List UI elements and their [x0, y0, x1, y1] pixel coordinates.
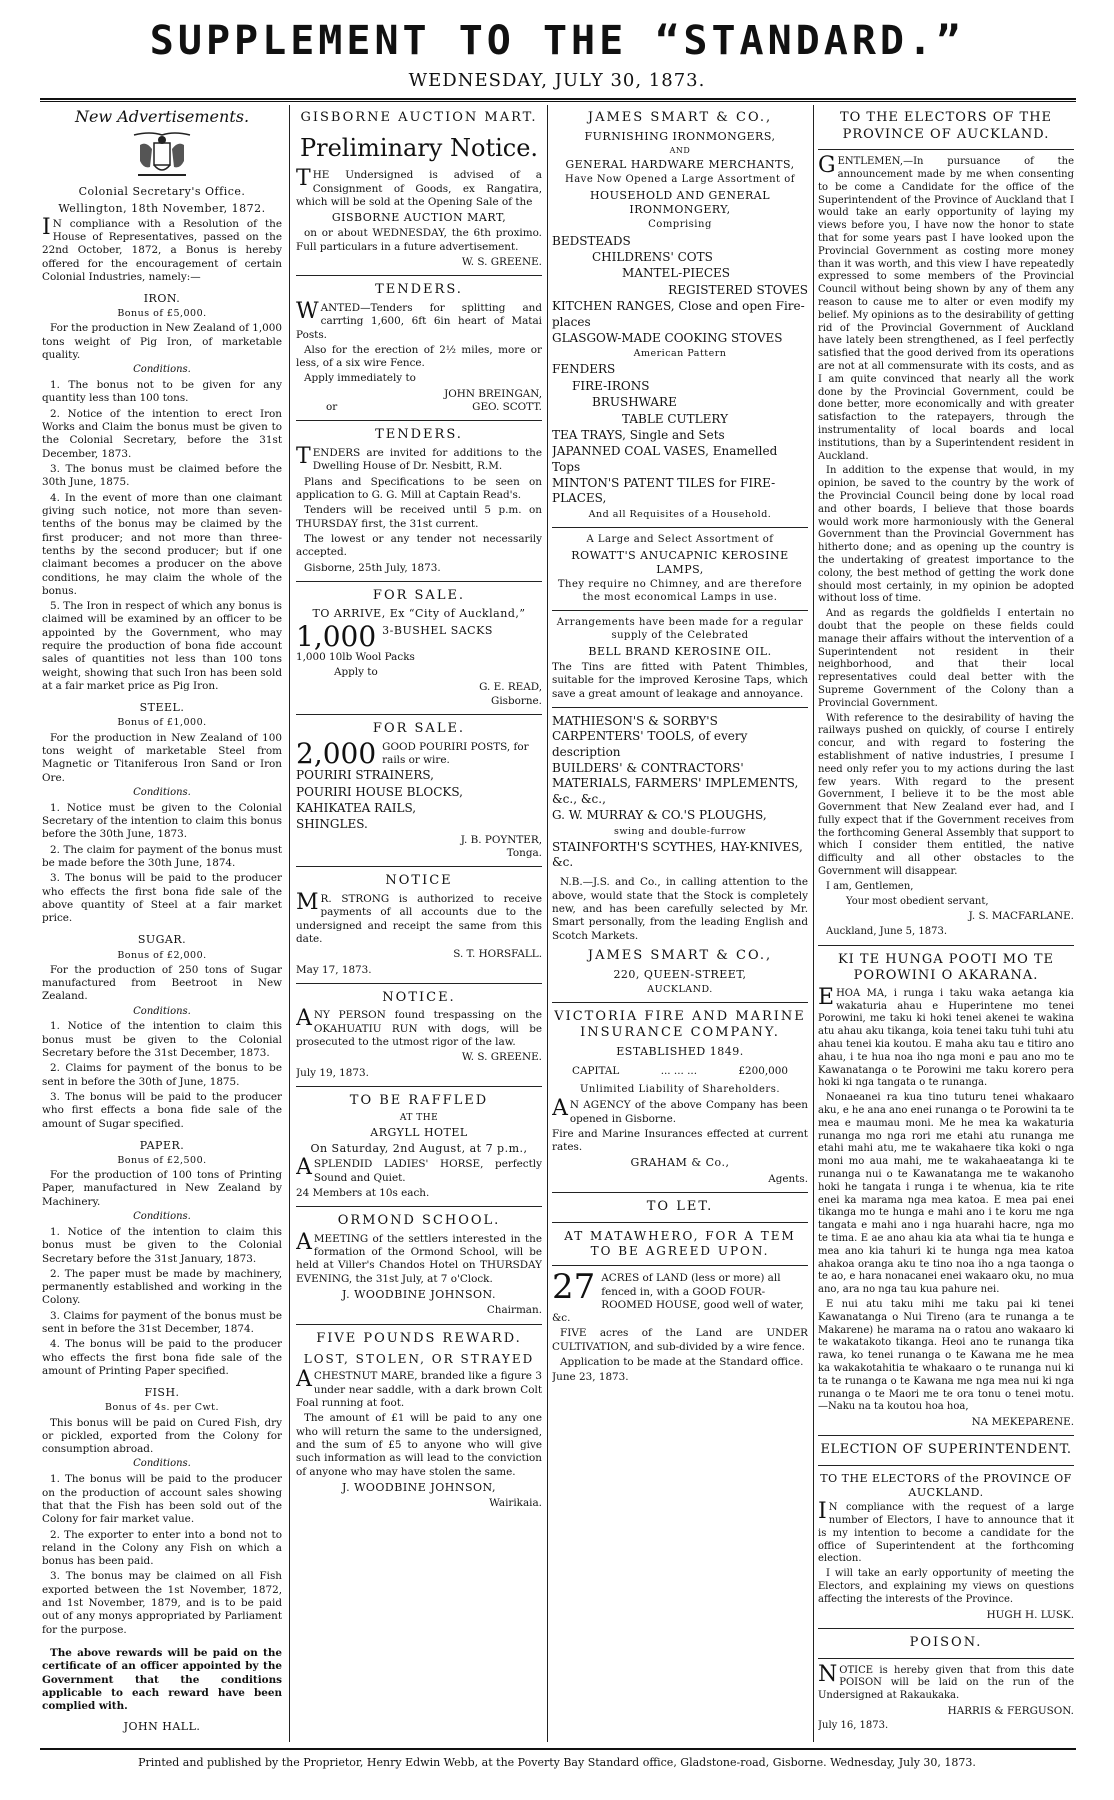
oil-intro: Arrangements have been made for a regular supply of the Celebrated [556, 617, 804, 642]
oil-body: The Tins are fitted with Patent Thimbles, suitable for the improved Kerosine Taps, which save a great amount of leakage and annoyance. [552, 661, 808, 700]
insurance-title: VICTORIA FIRE AND MARINE INSURANCE COMPANY. [554, 1008, 806, 1041]
separator [552, 1002, 808, 1003]
let-body3: Application to be made at the Standard office. [560, 1356, 804, 1369]
separator [552, 1192, 808, 1193]
poison-date: July 16, 1873. [818, 1720, 889, 1732]
top-rule-thin [40, 101, 1076, 102]
sugar-conditions-label: Conditions. [133, 1005, 191, 1017]
fish-condition: 3. The bonus may be claimed on all Fish exported between the 1st November, 1872, and 1st November, 1879, and is to be paid out of any monys appropriated by Parliament for the purpose. [42, 1570, 282, 1636]
insurance-signature: GRAHAM & Co., [630, 1156, 730, 1170]
notice-body: ANY PERSON found trespassing on the OKAHUATIU RUN with dogs, will be prosecuted to the utmost rigor of the law. [296, 1006, 542, 1049]
iron-title: IRON. [143, 292, 181, 306]
oil-title: BELL BRAND KEROSINE OIL. [588, 644, 772, 658]
insurance-role: Agents. [768, 1172, 808, 1185]
product-item: CHILDRENS' COTS [592, 250, 713, 265]
product-item: JAPANNED COAL VASES, Enamelled Tops [552, 444, 778, 474]
tenders-body: TENDERS are invited for additions to the Dwelling House of Dr. Nesbitt, R.M. [296, 444, 542, 473]
product-item: KITCHEN RANGES, Close and open Fire-places [552, 299, 805, 329]
separator [296, 581, 542, 582]
raffle-body: ASPLENDID LADIES' HORSE, perfectly Sound and Quiet. [296, 1155, 542, 1184]
sugar-condition: 2. Claims for payment of the bonus to be sent in before the 30th of June, 1875. [42, 1062, 282, 1088]
steel-conditions-label: Conditions. [133, 786, 191, 798]
smart-title: JAMES SMART & CO., [587, 110, 773, 125]
capital-dots: ... ... ... [660, 1065, 698, 1078]
forsale-line: POURIRI STRAINERS, [296, 768, 434, 783]
insurance-liability: Unlimited Liability of Shareholders. [579, 1084, 781, 1096]
intro-text: IN compliance with a Resolution of the House of Representatives, passed on the 22nd October, 1872, a Bonus is hereby offered for the encouragement of certain Colonial Industries, namely:— [42, 214, 282, 283]
tenders-title: TENDERS. [375, 282, 463, 298]
fish-title: FISH. [144, 1386, 180, 1400]
fish-conditions-label: Conditions. [133, 1458, 191, 1470]
notice-signature: W. S. GREENE. [461, 1051, 542, 1064]
ormond-role: Chairman. [486, 1304, 542, 1317]
notice-title: NOTICE. [382, 989, 456, 1005]
maori-signature: NA MEKEPARENE. [971, 1416, 1074, 1429]
prelim-signature: W. S. GREENE. [461, 255, 542, 268]
product-item: MATHIESON'S & SORBY'S CARPENTERS' TOOLS, of every description [552, 713, 748, 759]
let-sub: AT MATAWHERO, FOR A TEM TO BE AGREED UPON. [564, 1228, 796, 1258]
separator [552, 527, 808, 528]
separator [296, 1086, 542, 1087]
product-item: TABLE CUTLERY [622, 411, 728, 426]
raffle-hotel: ARGYLL HOTEL [370, 1126, 468, 1140]
product-note: And all Requisites of a Household. [588, 508, 772, 520]
paper-title: PAPER. [139, 1138, 185, 1152]
product-item: MANTEL-PIECES [622, 266, 730, 281]
iron-condition: 4. In the event of more than one claimant giving such notice, not more than seven-tenths of the bonus may be claimed by the first producer; and not more than three-tenths by the second producer; but if one claimant becomes a producer on the above conditions, he may claim the whole of the bonus. [42, 491, 282, 597]
fish-condition: 1. The bonus will be paid to the producer on the production of account sales showing that that the Fish has been sold out of the Colony for fair market value. [42, 1473, 282, 1526]
steel-title: STEEL. [139, 701, 185, 715]
paper-condition: 1. Notice of the intention to claim this bonus must be given to the Colonial Secretary before the 31st January, 1873. [42, 1225, 282, 1265]
sugar-condition: 3. The bonus will be paid to the producer who first effects a bona fide sale of the amount of Sugar specified. [42, 1090, 282, 1130]
steel-condition: 1. Notice must be given to the Colonial Secretary of the intention to claim this bonus before the 30th June, 1873. [42, 801, 282, 841]
separator [296, 1324, 542, 1325]
superintendent-signature: HUGH H. LUSK. [986, 1608, 1074, 1621]
forsale-place: Tonga. [506, 847, 542, 859]
paper-conditions-label: Conditions. [133, 1211, 191, 1223]
forsale-item2: 1,000 10lb Wool Packs [296, 650, 415, 663]
electors-paragraph: GENTLEMEN,—In pursuance of the announcement made by me when consenting to be come a Candidate for the office of the Superintendent of the Province of Auckland that I would take an early opportunity of laying my views before you, I have now the honor to state that for some years past I have looked upon the Provincial Government as costing more money than it was worth, and this view I have repeatedly expressed to some members of the Provincial Council without being shown by any of them any reason to cause me to alter or even modify my belief. My opinions as to the desirability of getting rid of the Provincial Government of Auckland have lately been strengthened, as I feel perfectly satisfied that the good derived from its operations are not at all commensurate with its costs, and as I am quite convinced that nearly all the work done by the Provincial Government, could be done better, more economically and with greater satisfaction to the ratepayers, through the instrumentality of local boards and local institutions, than by a Superintendent resident in Auckland. [818, 153, 1074, 462]
product-item: G. W. MURRAY & CO.'S PLOUGHS, [552, 808, 767, 823]
capital-label: CAPITAL [572, 1065, 620, 1078]
lamps-body: They require no Chimney, and are therefore the most economical Lamps in use. [557, 578, 803, 603]
tenders-body2: Also for the erection of 2½ miles, more or less, of a six wire Fence. [296, 343, 542, 370]
fish-desc: This bonus will be paid on Cured Fish, dry or pickled, exported from the Colony for consumption abroad. [42, 1416, 282, 1456]
maori-paragraph: E nui atu taku mihi me taku pai ki tenei Kawanatanga o Nui Tireno (ara te runanga a te Makarene) he marama na o ratou ano wakaaro ki te wakatakoto tikanga. Heoi ano te runanga tika rawa, ko tenei runanga o te Kawana me he mea ka wakakotahitia te whakaaro o te runanga nui ki ta te runanga o te Kawana me nga mea nui ki nga runanga o te Maori me te ora tonu o tenei motu.—Naku na ta koutou hoa hoa, [818, 1298, 1074, 1413]
superintendent-title: ELECTION OF SUPERINTENDENT. [820, 1442, 1072, 1458]
iron-condition: 1. The bonus not to be given for any quantity less than 100 tons. [42, 379, 282, 405]
reward-title: FIVE POUNDS REWARD. [316, 1330, 522, 1346]
separator [818, 1435, 1074, 1436]
mart-title: GISBORNE AUCTION MART. [300, 110, 538, 125]
reward-sub: LOST, STOLEN, OR STRAYED [303, 1352, 535, 1367]
product-item: FIRE-IRONS [572, 378, 650, 393]
column-divider [547, 105, 548, 1742]
smart-and: AND [669, 145, 691, 155]
smart-comprising: Comprising [648, 218, 712, 230]
ormond-title: ORMOND SCHOOL. [337, 1213, 501, 1229]
prelim-title: Preliminary Notice. [299, 133, 539, 162]
smart-house: HOUSEHOLD AND GENERAL IRONMONGERY, [589, 188, 771, 216]
paper-condition: 4. The bonus will be paid to the producer who effects the first bona fide sale of the amount of Printing Paper specified. [42, 1338, 282, 1377]
iron-desc: For the production in New Zealand of 1,000 tons weight of Pig Iron, of marketable quality. [42, 322, 282, 362]
prelim-body2: on or about WEDNESDAY, the 6th proximo. Full particulars in a future advertisement. [296, 227, 542, 253]
separator [818, 1658, 1074, 1659]
prelim-body: THE Undersigned is advised of a Consignment of Goods, ex Rangatira, which will be sold at the Opening Sale of the [296, 166, 542, 208]
electors-title: TO THE ELECTORS OF THE PROVINCE OF AUCKLAND. [839, 110, 1053, 142]
separator [818, 1465, 1074, 1466]
forsale-title: FOR SALE. [372, 587, 466, 603]
forsale-item: GOOD POURIRI POSTS, for rails or wire. [382, 740, 529, 766]
ormond-body: AMEETING of the settlers interested in the formation of the Ormond School, will be held at Viller's Chandos Hotel on THURSDAY EVENING, the 31st July, at 7 o'Clock. [296, 1229, 542, 1285]
sugar-bonus: Bonus of £2,000. [117, 949, 207, 961]
separator [818, 149, 1074, 150]
iron-bonus: Bonus of £5,000. [117, 308, 207, 320]
product-item: GLASGOW-MADE COOKING STOVES [552, 330, 783, 345]
iron-condition: 2. Notice of the intention to erect Iron Works and Claim the bonus must be given to the Colonial Secretary, before the 31st December, 1873. [42, 407, 282, 460]
smart-signature: JAMES SMART & CO., [587, 947, 773, 963]
superintendent-body: I will take an early opportunity of meeting the Electors, and explaining my views on questions affecting the interests of the Province. [818, 1568, 1074, 1605]
separator [296, 983, 542, 984]
prelim-mart: GISBORNE AUCTION MART, [331, 211, 507, 225]
column-2 [296, 105, 542, 1745]
column-1 [42, 105, 282, 1745]
product-item: STAINFORTH'S SCYTHES, HAY-KNIVES, &c. [552, 839, 803, 870]
electors-paragraph: In addition to the expense that would, in my opinion, be saved to the country by the work of the Provincial Council being done by local road and other boards, I believe that those boards would work more harmoniously with the General Government than the Provincial Government has hitherto done; and as opening up the country is the undertaking of greatest importance to the colony, the best method of getting the work done should most certainly, in my opinion be adopted without loss of time. [818, 465, 1074, 605]
steel-desc: For the production in New Zealand of 100 tons weight of marketable Steel from Magnetic or Titaniferous Iron Sand or Iron Ore. [42, 731, 282, 784]
smart-sub: GENERAL HARDWARE MERCHANTS, [565, 157, 795, 171]
ormond-signature: J. WOODBINE JOHNSON. [342, 1288, 496, 1302]
maori-paragraph: EHOA MA, i runga i taku waka aetanga kia wakaturia ahau e Huperintene mo tenei Porowini, me taku ki hoki tenei akenei te wakina atu ahau aku tikanga, koia tenei taku tuhi tuhi atu ahau tenei kia koutou. E maha aku tau e titiro ano ahau, i te hua noa iho nga moni e pau ano mo te Kawanatanga o te Porowini me taku korero pera hoki ki nga tangata o te runanga. [818, 984, 1074, 1089]
poison-signature: HARRIS & FERGUSON. [947, 1704, 1074, 1717]
forsale-title: FOR SALE. [372, 721, 466, 736]
tenders-body: Plans and Specifications to be seen on application to G. G. Mill at Captain Read's. [296, 475, 542, 501]
forsale-line: KAHIKATEA RAILS, [296, 800, 417, 815]
capital-amount: £200,000 [738, 1065, 788, 1078]
office-date: Wellington, 18th November, 1872. [58, 201, 266, 215]
forsale-item: 3-BUSHEL SACKS [382, 623, 493, 637]
reward-body2: The amount of £1 will be paid to any one who will return the same to the undersigned, and the sum of £5 to anyone who will give such information as will lead to the conviction of anyone who may have stolen the same. [296, 1412, 542, 1478]
forsale-place: Gisborne. [491, 694, 542, 707]
smart-address: 220, QUEEN-STREET, [613, 967, 747, 981]
tenders-or: or [326, 401, 338, 414]
smart-note: N.B.—J.S. and Co., in calling attention to the above, would state that the Stock is completely new, and has been carefully selected by Mr. Smart personally, from the leading English and Scotch Markets. [552, 876, 808, 942]
notice-date: July 19, 1873. [296, 1066, 369, 1079]
iron-conditions-label: Conditions. [133, 364, 191, 376]
notice-date: May 17, 1873. [296, 963, 372, 976]
product-item: BUILDERS' & CONTRACTORS' MATERIALS, FARMERS' IMPLEMENTS, &c., &c., [552, 761, 799, 806]
paper-bonus: Bonus of £2,500. [117, 1154, 207, 1166]
separator [818, 1628, 1074, 1629]
signature: JOHN HALL. [123, 1719, 201, 1733]
separator [818, 945, 1074, 946]
coat-of-arms-icon [130, 131, 194, 181]
insurance-body: AN AGENCY of the above Company has been opened in Gisborne. [552, 1096, 808, 1125]
sugar-title: SUGAR. [137, 933, 187, 947]
tenders-body: WANTED—Tenders for splitting and carrting 1,600, 6ft 6in heart of Matai Posts. [296, 298, 542, 341]
forsale-signature: J. B. POYNTER, [460, 833, 542, 846]
let-acres: 27 [552, 1267, 596, 1308]
product-item: BEDSTEADS [552, 233, 631, 248]
fish-bonus: Bonus of 4s. per Cwt. [104, 1402, 220, 1414]
tenders-apply: Apply immediately to [304, 372, 416, 385]
separator [296, 275, 542, 276]
smart-sub: FURNISHING IRONMONGERS, [584, 129, 776, 143]
forsale-line: POURIRI HOUSE BLOCKS, [296, 784, 463, 799]
tenders-signature: GEO. SCOTT. [472, 401, 542, 414]
column-divider [813, 105, 814, 1742]
superintendent-sub: TO THE ELECTORS of the PROVINCE OF AUCKLAND. [820, 1472, 1072, 1500]
footer-imprint: Printed and published by the Proprietor, Henry Edwin Webb, at the Poverty Bay Standard office, Gladstone-road, Gisborne. Wednesday, July 30, 1873. [138, 1756, 976, 1769]
steel-condition: 2. The claim for payment of the bonus must be made before the 30th June, 1874. [42, 843, 282, 869]
reward-signature: J. WOODBINE JOHNSON, [342, 1480, 496, 1494]
let-date: June 23, 1873. [552, 1371, 629, 1384]
separator [552, 707, 808, 708]
bottom-rule [40, 1748, 1076, 1750]
paper-desc: For the production of 100 tons of Printing Paper, manufactured in New Zealand by Machinery. [42, 1169, 282, 1208]
notice-signature: S. T. HORSFALL. [453, 948, 542, 961]
poison-title: POISON. [909, 1634, 983, 1650]
product-item: FENDERS [552, 362, 616, 377]
notice-body: MR. STRONG is authorized to receive payments of all accounts due to the undersigned and receipt the same from this date. [296, 889, 542, 945]
product-item: TEA TRAYS, Single and Sets [552, 427, 725, 442]
steel-bonus: Bonus of £1,000. [117, 717, 207, 729]
sugar-desc: For the production of 250 tons of Sugar manufactured from Beetroot in New Zealand. [42, 963, 282, 1003]
electors-paragraph: With reference to the desirability of having the railways pushed on quickly, of course I entirely concur, and with regard to fostering the establishment of native industries, I presume I need only refer you to my actions during the last few years. With regard to the present Government, I believe it to be the most able Government that New Zealand ever had, and I fully expect that if the Government receives from the forthcoming General Assembly that support to which I consider them entitled, the native difficulty and all other obstacles to the Government will disappear. [818, 712, 1074, 878]
forsale-quantity: 1,000 [296, 619, 377, 653]
tenders-signature: JOHN BREINGAN, [444, 387, 542, 400]
let-body2: FIVE acres of the Land are UNDER CULTIVATION, and sub-divided by a wire fence. [552, 1327, 808, 1353]
tenders-body: The lowest or any tender not necessarily accepted. [296, 532, 542, 559]
separator [296, 714, 542, 715]
electors-date: Auckland, June 5, 1873. [826, 925, 948, 937]
electors-closing: I am, Gentlemen, [826, 880, 914, 892]
maori-paragraph: Nonaeanei ra kua tino tuturu tenei whakaaro aku, e he ana ano enei runanga o te Porowini ta te mea e maumau moni. Me he mea ka wakaturia runanga mo nga rori me etahi atu runanga me etahi mahi atu, me te wakahaere tika koki o nga moni mo aua mahi, me te wakahaeatanga ki te runanga nui o te Kawanatanga me te wakanoho hoki he tangata i runga i te whenua, kia te rite enei ka marama nga mea katoa. E mea pai enei tikanga mo te hunga e mahi ano i te koru me nga tangata e mahi ano i nga huarahi hacre, nga mo te tima. E ae ano ahau kia ata whai tia te hunga e mea ano kia tahuri ki te hunga nga mea katoa ahakoa oranga aku te tino noa iho a nga taonga o te ao, e hara nonacanei enei wakaaro oku, no mua ano, ara no nga tau kua pahure nei. [818, 1092, 1074, 1296]
paper-condition: 2. The paper must be made by machinery, permanently established and working in the Colony. [42, 1267, 282, 1307]
raffle-members: 24 Members at 10s each. [296, 1186, 430, 1199]
forsale-signature: G. E. READ, [479, 681, 542, 694]
column-divider [289, 105, 290, 1742]
top-rule [40, 98, 1076, 100]
lamps-intro: A Large and Select Assortment of [586, 533, 774, 545]
product-item: BRUSHWARE [592, 395, 677, 410]
let-title: TO LET. [646, 1198, 714, 1214]
section-heading: New Advertisements. [74, 107, 250, 126]
insurance-established: ESTABLISHED 1849. [616, 1045, 744, 1059]
maori-title: KI TE HUNGA POOTI MO TE POROWINI O AKARANA. [837, 951, 1055, 984]
separator [552, 1265, 808, 1266]
tenders-title: TENDERS. [375, 427, 463, 443]
product-note: swing and double-furrow [613, 825, 747, 837]
electors-signature: J. S. MACFARLANE. [968, 910, 1074, 923]
superintendent-body: IN compliance with the request of a large number of Electors, I have to announce that it is my intention to become a candidate for the office of Superintendent at the forthcoming election. [818, 1499, 1074, 1565]
forsale-line: SHINGLES. [296, 817, 368, 832]
steel-condition: 3. The bonus will be paid to the producer who effects the first bona fide sale of the above quantity of Steel at a fair market price. [42, 872, 282, 925]
forsale-apply: Apply to [334, 666, 378, 679]
raffle-at: AT THE [399, 1112, 439, 1123]
tenders-date: Gisborne, 25th July, 1873. [304, 561, 441, 574]
reward-place: Wairikaia. [489, 1497, 542, 1510]
column-4 [818, 105, 1074, 1745]
let-body: ACRES of LAND (less or more) all fenced in, with a GOOD FOUR-ROOMED HOUSE, good well of water, &c. [552, 1272, 804, 1325]
product-item: REGISTERED STOVES [668, 282, 808, 297]
separator [296, 1206, 542, 1207]
product-item: MINTON'S PATENT TILES for FIRE-PLACES, [552, 475, 776, 506]
separator [296, 420, 542, 421]
dateline: WEDNESDAY, JULY 30, 1873. [408, 70, 706, 91]
insurance-body2: Fire and Marine Insurances effected at current rates. [552, 1127, 808, 1154]
iron-condition: 5. The Iron in respect of which any bonus is claimed will be examined by an officer to be appointed by the Government, who may require the production of bona fide account sales of quantities not less than 100 tons weight, showing that such Iron has been sold at a fair market price as Pig Iron. [42, 600, 282, 693]
raffle-title: TO BE RAFFLED [349, 1093, 489, 1108]
fish-condition: 2. The exporter to enter into a bond not to reland in the Colony any Fish on which a bonus has been paid. [42, 1528, 282, 1568]
separator [296, 866, 542, 867]
product-note: American Pattern [633, 348, 727, 360]
electors-closing: Your most obedient servant, [846, 895, 989, 907]
smart-city: AUCKLAND. [647, 983, 713, 995]
masthead: SUPPLEMENT TO THE “STANDARD.” [149, 18, 965, 64]
closing-text: The above rewards will be paid on the certificate of an officer appointed by the Government that the conditions applicable to each reward have been complied with. [42, 1647, 282, 1713]
paper-condition: 3. Claims for payment of the bonus must be sent in before the 31st December, 1874. [42, 1309, 282, 1336]
iron-condition: 3. The bonus must be claimed before the 30th June, 1875. [42, 463, 282, 489]
smart-opened: Have Now Opened a Large Assortment of [565, 174, 795, 186]
raffle-when: On Saturday, 2nd August, at 7 p.m., [310, 1142, 528, 1156]
notice-title: NOTICE [385, 873, 453, 889]
forsale-quantity: 2,000 [296, 736, 377, 770]
sugar-condition: 1. Notice of the intention to claim this bonus must be given to the Colonial Secretary before the 31st December, 1873. [42, 1020, 282, 1060]
column-3 [552, 105, 808, 1745]
separator [552, 610, 808, 611]
forsale-arrive: TO ARRIVE, Ex “City of Auckland,” [312, 607, 526, 621]
separator [552, 1222, 808, 1223]
reward-body: ACHESTNUT MARE, branded like a figure 3 under near saddle, with a dark brown Colt Foal running at foot. [296, 1367, 542, 1410]
poison-body: NOTICE is hereby given that from this date POISON will be laid on the run of the Undersigned at Rakaukaka. [818, 1661, 1074, 1702]
lamps-title: ROWATT'S ANUCAPNIC KEROSINE LAMPS, [571, 548, 789, 576]
electors-paragraph: And as regards the goldfields I entertain no doubt that the people on these fields could manage their affairs without the intervention of a Superintendent not resident in their neighborhood, and that their local representatives could deal better with the Supreme Government of the Colony than a Provincial Government. [818, 608, 1074, 709]
office-name: Colonial Secretary's Office. [78, 185, 246, 199]
tenders-body: Tenders will be received until 5 p.m. on THURSDAY first, the 31st current. [296, 504, 542, 530]
